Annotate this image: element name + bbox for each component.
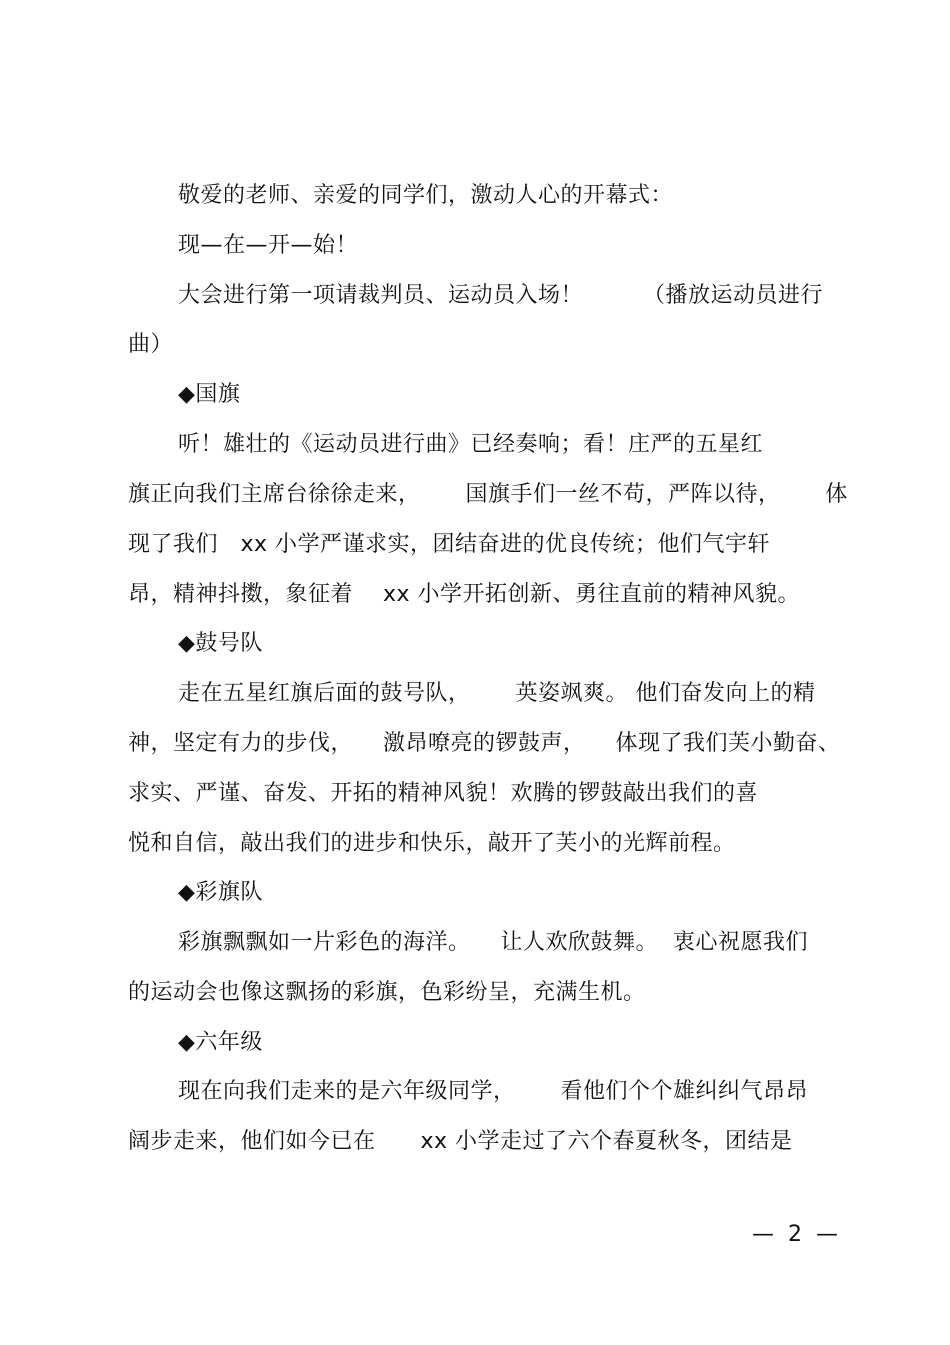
- text-line-enter: 大会进行第一项请裁判员、运动员入场！ （播放运动员进行: [178, 283, 823, 308]
- text-line-flag-1: 听！雄壮的《运动员进行曲》已经奏响；看！庄严的五星红: [178, 432, 764, 457]
- section-heading-drum: ◆鼓号队: [178, 631, 263, 656]
- text-line-banner-2: 的运动会也像这飘扬的彩旗，色彩纷呈，充满生机。: [128, 980, 646, 1005]
- text-line-grade6-2: 阔步走来，他们如今已在 xx 小学走过了六个春夏秋冬，团结是: [128, 1129, 793, 1154]
- section-heading-flag: ◆国旗: [178, 382, 241, 407]
- text-line-banner-1: 彩旗飘飘如一片彩色的海洋。 让人欢欣鼓舞。 衷心祝愿我们: [178, 930, 808, 955]
- text-line-drum-2: 神，坚定有力的步伐， 激昂嘹亮的锣鼓声， 体现了我们芙小勤奋、: [128, 731, 841, 756]
- text-line-drum-4: 悦和自信，敲出我们的进步和快乐，敲开了芙小的光辉前程。: [128, 831, 736, 856]
- page-number: — 2 —: [752, 1222, 838, 1247]
- text-line-enter-cont: 曲）: [128, 332, 174, 357]
- text-line-flag-4: 昂，精神抖擞，象征着 xx 小学开拓创新、勇往直前的精神风貌。: [128, 582, 801, 607]
- text-line-flag-3: 现了我们 xx 小学严谨求实，团结奋进的优良传统；他们气宇轩: [128, 532, 771, 557]
- text-line-drum-1: 走在五星红旗后面的鼓号队， 英姿飒爽。 他们奋发向上的精: [178, 681, 816, 706]
- text-line-start: 现—在—开—始！: [178, 233, 359, 258]
- text-line-greeting: 敬爱的老师、亲爱的同学们，激动人心的开幕式：: [178, 183, 674, 208]
- section-heading-grade6: ◆六年级: [178, 1030, 263, 1055]
- text-line-flag-2: 旗正向我们主席台徐徐走来， 国旗手们一丝不苟，严阵以待， 体: [128, 482, 848, 507]
- text-line-grade6-1: 现在向我们走来的是六年级同学， 看他们个个雄纠纠气昂昂: [178, 1079, 808, 1104]
- text-line-drum-3: 求实、严谨、奋发、开拓的精神风貌！欢腾的锣鼓敲出我们的喜: [128, 781, 759, 806]
- section-heading-banner: ◆彩旗队: [178, 880, 263, 905]
